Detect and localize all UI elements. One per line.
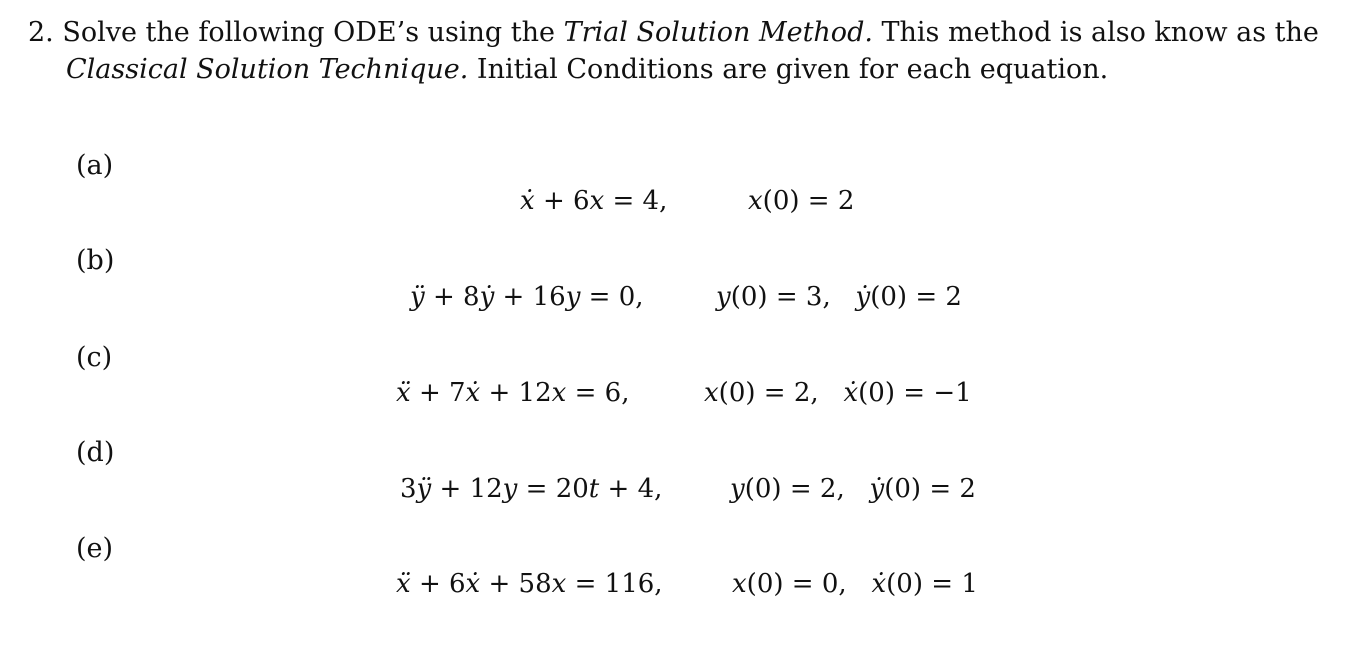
initial-conditions-c: x(0) = 2, ẋ(0) = −1	[704, 378, 972, 408]
equation-a: ẋ + 6x = 4,	[520, 186, 668, 216]
initial-conditions-b: y(0) = 3, ẏ(0) = 2	[716, 282, 962, 312]
item-label-c: (c)	[76, 342, 113, 373]
equation-b: ÿ + 8ẏ + 16y = 0,	[410, 282, 644, 312]
item-label-e: (e)	[76, 533, 114, 564]
intro-text-2: This method is also know as the	[872, 17, 1319, 48]
problem-line-1	[28, 14, 1348, 51]
equation-d: 3ÿ + 12y = 20t + 4,	[400, 474, 663, 504]
item-label-a: (a)	[76, 150, 114, 181]
problem-number: 2.	[28, 17, 54, 48]
technique-name: Classical Solution Technique.	[66, 54, 469, 85]
intro-text-1: Solve the following ODE’s using the	[62, 17, 564, 48]
problem-line-2	[28, 51, 1348, 88]
initial-conditions-e: x(0) = 0, ẋ(0) = 1	[732, 569, 978, 599]
equation-c: ẍ + 7ẋ + 12x = 6,	[396, 378, 630, 408]
method-name: Trial Solution Method.	[563, 17, 873, 48]
item-label-d: (d)	[76, 437, 115, 468]
equation-e: ẍ + 6ẋ + 58x = 116,	[396, 569, 663, 599]
initial-conditions-a: x(0) = 2	[748, 186, 855, 216]
initial-conditions-d: y(0) = 2, ẏ(0) = 2	[730, 474, 976, 504]
problem-statement	[28, 14, 1348, 88]
item-label-b: (b)	[76, 245, 115, 276]
intro-text-3: Initial Conditions are given for each equation.	[468, 54, 1109, 85]
